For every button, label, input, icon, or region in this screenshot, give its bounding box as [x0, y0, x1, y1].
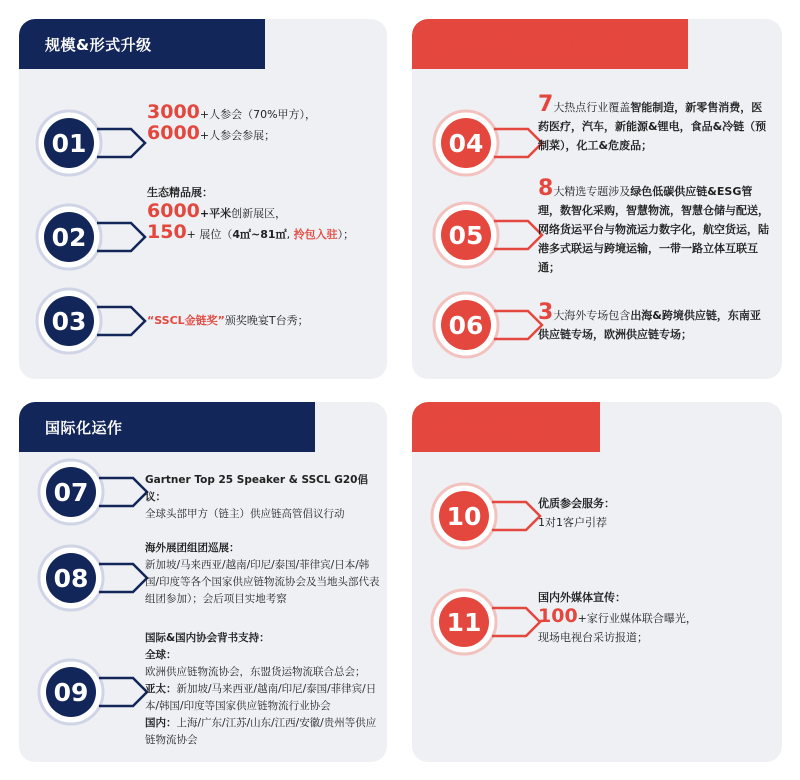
domestic-body: 上海/广东/江苏/山东/江西/安徽/贵州等供应链物流协会: [145, 717, 377, 746]
attendee-desc: +人参会（70%甲方），: [199, 108, 317, 121]
area-value: 6000: [147, 200, 200, 222]
asia-label: 亚太：: [145, 683, 177, 695]
badge-09: [37, 658, 105, 726]
item-10-heading: 优质参会服务：: [538, 497, 615, 510]
badge-number: 06: [448, 310, 484, 340]
card-sscl-title: SSCL 3千人峰会热点升级: [412, 19, 688, 69]
booth-value: 150: [147, 221, 187, 243]
domestic-label: 国内：: [145, 717, 177, 729]
badge-number: 05: [448, 220, 484, 250]
media-desc: +家行业媒体联合曝光，: [577, 612, 697, 625]
badge-number: 04: [448, 128, 484, 158]
badge-number: 07: [53, 477, 89, 507]
item-03-text: [147, 311, 383, 330]
topic-pre: 大精选专题涉及: [553, 185, 631, 198]
industry-count: 7: [538, 92, 554, 117]
overseas-count: 3: [538, 300, 554, 325]
card-intl-title: 国际化运作: [19, 402, 315, 452]
badge-11: [430, 588, 498, 656]
booth-highlight: 拎包入驻: [293, 228, 338, 241]
item-05-text: [538, 176, 770, 277]
global-body: 欧洲供应链物流协会，东盟货运物流联合总会；: [145, 666, 366, 678]
badge-05: [432, 201, 500, 269]
card-scale-title: 规模&形式升级: [19, 19, 265, 69]
industry-list: 智能制造，新零售消费，医药医疗，汽车，新能源&锂电，食品&冷链（预制菜），化工&危废品；: [538, 101, 767, 152]
card-custom-title: 个性化定制服务: [412, 402, 600, 452]
card-scale-format: [19, 19, 387, 379]
topic-count: 8: [538, 176, 554, 201]
badge-10: [430, 482, 498, 550]
item-08-body: 新加坡/马来西亚/越南/印尼/泰国/菲律宾/日本/韩国/印度等各个国家供应链物流协会及当地头部代表组团参加）；会后项目实地考察: [145, 559, 380, 605]
area-desc: 创新展区，: [231, 207, 287, 220]
award-name: “SSCL金链奖”: [147, 314, 225, 327]
badge-number: 03: [51, 306, 87, 336]
card-sscl-hot: [412, 19, 782, 379]
item-08-heading: 海外展团组团巡展：: [145, 542, 240, 554]
exhibitor-count: 6000: [147, 122, 200, 144]
badge-number: 11: [446, 607, 482, 637]
item-01-text: [147, 103, 379, 145]
item-07-body: 全球头部甲方（链主）供应链高管倡议行动: [145, 508, 345, 520]
global-label: 全球：: [145, 649, 177, 661]
badge-number: 08: [53, 563, 89, 593]
exhibitor-desc: +人参会参展；: [199, 129, 276, 142]
item-02-text: [147, 183, 383, 244]
badge-number: 09: [53, 677, 89, 707]
asia-body: 新加坡/马来西亚/越南/印尼/泰国/菲律宾/日本/韩国/印度等国家供应链物流行业协会: [145, 683, 377, 712]
badge-02: [35, 203, 103, 271]
badge-01: [35, 109, 103, 177]
badge-04: [432, 109, 500, 177]
item-07-heading: Gartner Top 25 Speaker & SSCL G20倡议：: [145, 474, 368, 503]
media-count: 100: [538, 605, 578, 627]
item-11-text: [538, 588, 770, 647]
card-international: [19, 402, 387, 762]
topic-list: 绿色低碳供应链&ESG管理，数智化采购，智慧物流，智慧仓储与配送，网络货运平台与物流运力数字化，航空货运，陆港多式联运与跨境运输，一带一路立体互联互通；: [538, 185, 769, 274]
overseas-pre: 大海外专场包含: [553, 309, 631, 322]
item-09-heading: 国际&国内协会背书支持：: [145, 632, 270, 644]
badge-number: 01: [51, 128, 87, 158]
booth-end: ）；: [337, 228, 355, 241]
item-09-text: [145, 630, 381, 749]
item-06-text: [538, 300, 770, 344]
item-10-body: 1对1客户引荐: [538, 516, 607, 529]
award-desc: 颁奖晚宴T台秀；: [224, 314, 309, 327]
item-07-text: [145, 472, 381, 523]
item-10-text: [538, 494, 770, 532]
overseas-list: 出海&跨境供应链，东南亚供应链专场，欧洲供应链专场；: [538, 309, 761, 341]
item-02-heading: 生态精品展：: [147, 186, 213, 199]
booth-sep: ,: [286, 228, 294, 241]
booth-desc: + 展位（: [186, 228, 233, 241]
badge-06: [432, 291, 500, 359]
industry-pre: 大热点行业覆盖: [553, 101, 631, 114]
area-unit: +平米: [199, 207, 232, 220]
item-04-text: [538, 92, 768, 155]
badge-number: 02: [51, 222, 87, 252]
attendee-count: 3000: [147, 101, 200, 123]
badge-number: 10: [446, 501, 482, 531]
badge-03: [35, 287, 103, 355]
card-custom-service: [412, 402, 782, 762]
badge-07: [37, 458, 105, 526]
tv-interview: 现场电视台采访报道；: [538, 631, 648, 644]
booth-size: 4㎡~81㎡: [232, 228, 287, 241]
badge-08: [37, 544, 105, 612]
item-08-text: [145, 540, 381, 608]
item-11-heading: 国内外媒体宣传：: [538, 591, 626, 604]
